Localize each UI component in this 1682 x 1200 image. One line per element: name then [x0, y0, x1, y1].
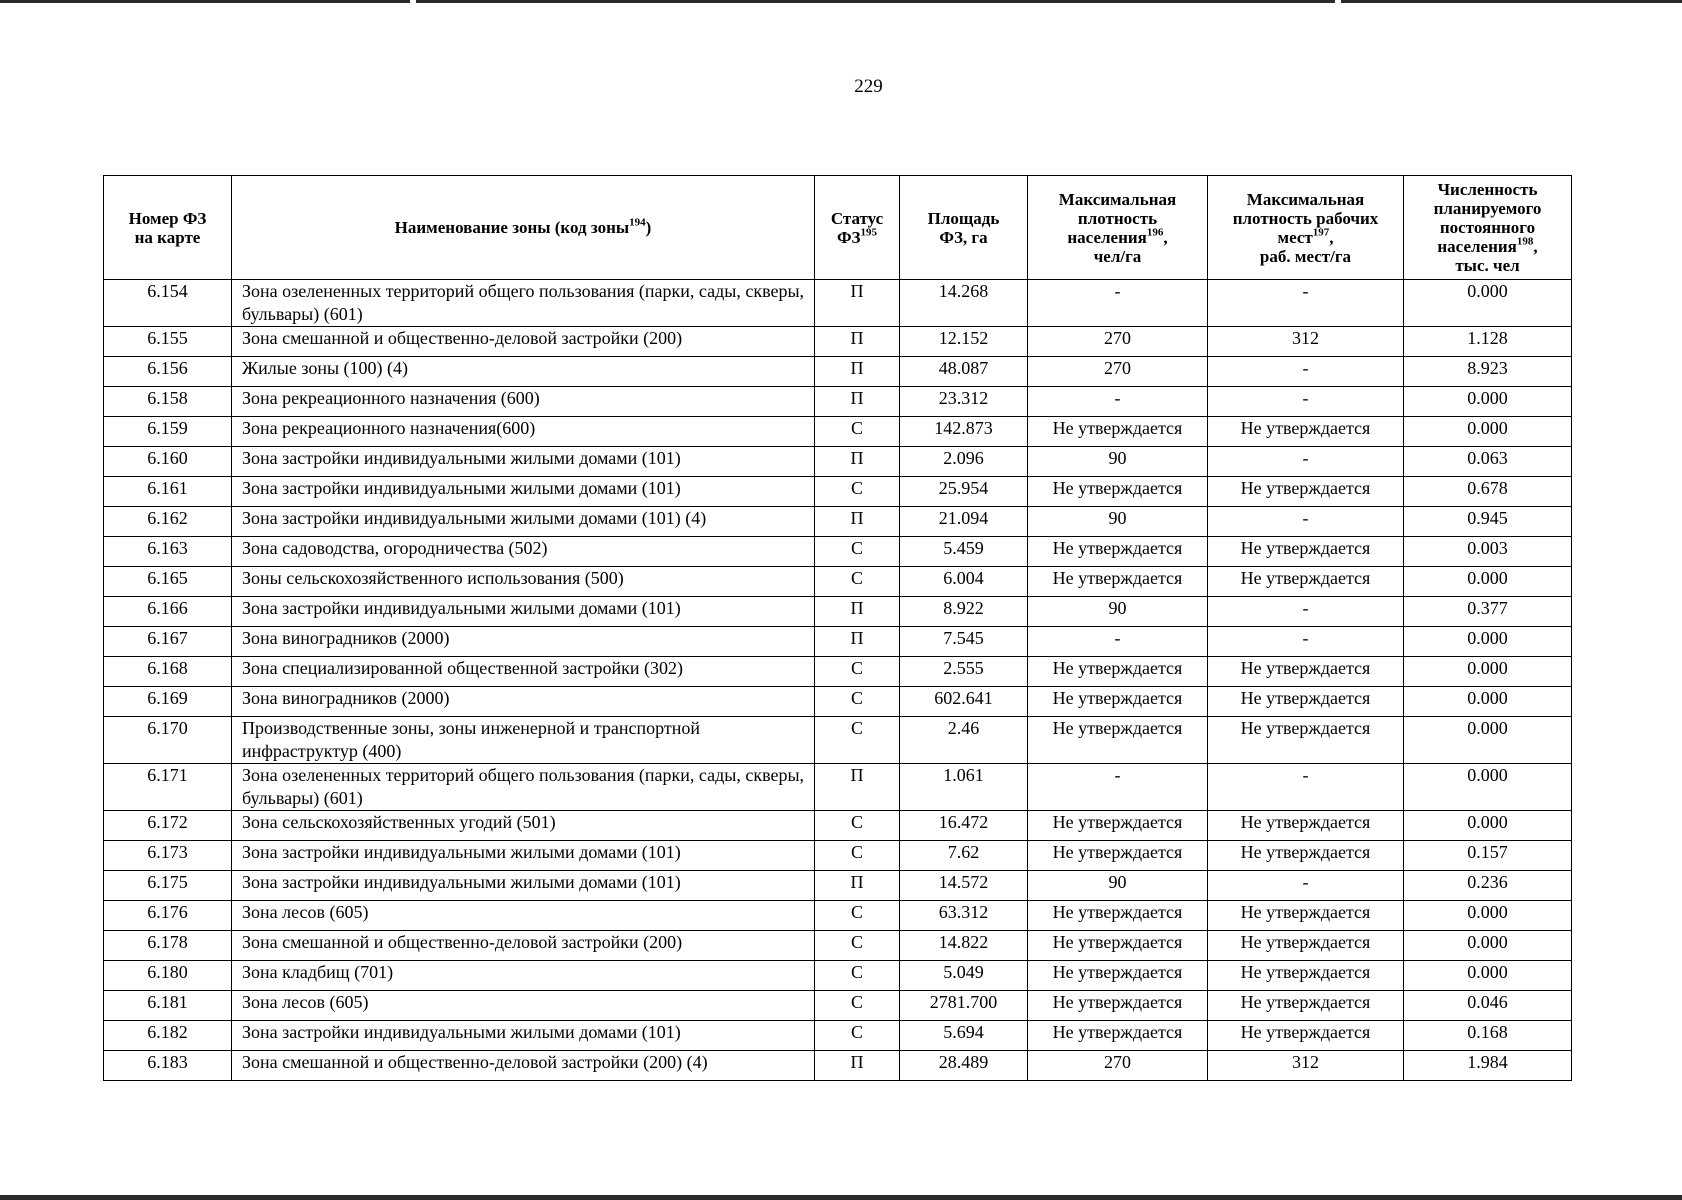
table-row — [104, 764, 1572, 811]
zone-pop-density-cell: 90 — [1028, 507, 1208, 537]
zone-job-density-cell: Не утверждается — [1208, 687, 1404, 717]
zone-population-cell: 0.377 — [1404, 597, 1572, 627]
zone-population-cell: 0.000 — [1404, 567, 1572, 597]
table-header-row — [104, 176, 1572, 280]
zone-area-cell: 2.555 — [900, 657, 1028, 687]
header-job-density-line3: мест — [1277, 227, 1313, 247]
header-population-line5: тыс. чел — [1455, 256, 1520, 275]
zone-pop-density-cell: Не утверждается — [1028, 537, 1208, 567]
zone-job-density-cell: Не утверждается — [1208, 1021, 1404, 1051]
zone-job-density-cell: - — [1208, 597, 1404, 627]
zone-population-cell: 0.000 — [1404, 417, 1572, 447]
zone-population-cell: 0.000 — [1404, 901, 1572, 931]
zone-status-cell: С — [815, 991, 900, 1021]
table-row — [104, 477, 1572, 507]
zone-area-cell: 12.152 — [900, 327, 1028, 357]
table-row — [104, 280, 1572, 327]
zone-job-density-cell: 312 — [1208, 1051, 1404, 1081]
zone-status-cell: С — [815, 657, 900, 687]
table-row — [104, 931, 1572, 961]
header-job-density-footnote: 197 — [1312, 225, 1330, 238]
zone-number-cell: 6.183 — [104, 1051, 232, 1081]
zone-name-cell: Зона застройки индивидуальными жилыми домами (101) — [232, 841, 815, 871]
zone-population-cell: 0.046 — [1404, 991, 1572, 1021]
table-row — [104, 357, 1572, 387]
zone-job-density-cell: Не утверждается — [1208, 811, 1404, 841]
zone-name-cell: Зона рекреационного назначения (600) — [232, 387, 815, 417]
zone-pop-density-cell: - — [1028, 764, 1208, 811]
table-row — [104, 327, 1572, 357]
zone-name-cell: Зона застройки индивидуальными жилыми домами (101) — [232, 477, 815, 507]
zone-pop-density-cell: Не утверждается — [1028, 687, 1208, 717]
zone-status-cell: П — [815, 507, 900, 537]
zone-status-cell: С — [815, 1021, 900, 1051]
zone-pop-density-cell: Не утверждается — [1028, 811, 1208, 841]
table-row — [104, 507, 1572, 537]
zone-number-cell: 6.171 — [104, 764, 232, 811]
header-zone-number — [104, 176, 232, 280]
zone-pop-density-cell: Не утверждается — [1028, 901, 1208, 931]
scan-edge-gap — [1335, 0, 1341, 3]
zone-number-cell: 6.160 — [104, 447, 232, 477]
zone-number-cell: 6.163 — [104, 537, 232, 567]
header-pop-density-line2: плотность — [1077, 208, 1158, 228]
zone-number-cell: 6.158 — [104, 387, 232, 417]
zone-status-cell: П — [815, 327, 900, 357]
zone-name-cell: Зоны сельскохозяйственного использования (500) — [232, 567, 815, 597]
header-status — [815, 176, 900, 280]
zone-pop-density-cell: Не утверждается — [1028, 931, 1208, 961]
table-row — [104, 417, 1572, 447]
header-population-line2: планируемого — [1433, 199, 1542, 218]
zone-pop-density-cell: 270 — [1028, 1051, 1208, 1081]
zone-number-cell: 6.166 — [104, 597, 232, 627]
zone-area-cell: 2.46 — [900, 717, 1028, 764]
zone-status-cell: П — [815, 627, 900, 657]
zone-area-cell: 25.954 — [900, 477, 1028, 507]
zone-number-cell: 6.167 — [104, 627, 232, 657]
zone-number-cell: 6.180 — [104, 961, 232, 991]
header-job-density-line2: плотность рабочих — [1232, 208, 1379, 228]
table-row — [104, 901, 1572, 931]
zone-pop-density-cell: Не утверждается — [1028, 657, 1208, 687]
zone-area-cell: 1.061 — [900, 764, 1028, 811]
zone-job-density-cell: - — [1208, 357, 1404, 387]
zone-population-cell: 0.000 — [1404, 961, 1572, 991]
table-row — [104, 537, 1572, 567]
zone-name-cell: Зона лесов (605) — [232, 901, 815, 931]
zone-status-cell: С — [815, 811, 900, 841]
zone-number-cell: 6.156 — [104, 357, 232, 387]
zone-area-cell: 142.873 — [900, 417, 1028, 447]
table-row — [104, 387, 1572, 417]
zone-number-cell: 6.159 — [104, 417, 232, 447]
zone-name-cell: Зона кладбищ (701) — [232, 961, 815, 991]
header-job-density — [1208, 176, 1404, 280]
header-pop-density-footnote: 196 — [1146, 225, 1164, 238]
zone-status-cell: С — [815, 567, 900, 597]
zone-status-cell: С — [815, 537, 900, 567]
zone-name-cell: Зона озелененных территорий общего пользования (парки, сады, скверы, бульвары) (601) — [232, 280, 815, 327]
zone-name-cell: Зона застройки индивидуальными жилыми домами (101) (4) — [232, 507, 815, 537]
header-zone-name-text: Наименование зоны (код зоны — [394, 218, 630, 237]
zone-status-cell: С — [815, 717, 900, 764]
zone-area-cell: 2781.700 — [900, 991, 1028, 1021]
zone-pop-density-cell: 90 — [1028, 871, 1208, 901]
zone-population-cell: 0.678 — [1404, 477, 1572, 507]
zone-pop-density-cell: Не утверждается — [1028, 841, 1208, 871]
zone-pop-density-cell: Не утверждается — [1028, 567, 1208, 597]
header-population-line4: населения — [1437, 237, 1517, 256]
zone-status-cell: С — [815, 931, 900, 961]
zone-status-cell: С — [815, 901, 900, 931]
zone-job-density-cell: Не утверждается — [1208, 961, 1404, 991]
table-row — [104, 687, 1572, 717]
zone-job-density-cell: Не утверждается — [1208, 537, 1404, 567]
zone-status-cell: С — [815, 961, 900, 991]
zone-status-cell: П — [815, 1051, 900, 1081]
scan-edge-bottom — [0, 1195, 1682, 1200]
zone-pop-density-cell: 270 — [1028, 327, 1208, 357]
header-pop-density-line4: чел/га — [1093, 246, 1142, 266]
zone-name-cell: Зона виноградников (2000) — [232, 627, 815, 657]
zone-job-density-cell: - — [1208, 507, 1404, 537]
zone-job-density-cell: - — [1208, 447, 1404, 477]
zone-pop-density-cell: 90 — [1028, 447, 1208, 477]
zone-job-density-cell: Не утверждается — [1208, 901, 1404, 931]
zone-status-cell: П — [815, 447, 900, 477]
zone-job-density-cell: Не утверждается — [1208, 417, 1404, 447]
zone-number-cell: 6.161 — [104, 477, 232, 507]
zone-number-cell: 6.170 — [104, 717, 232, 764]
zone-job-density-cell: 312 — [1208, 327, 1404, 357]
zone-population-cell: 0.003 — [1404, 537, 1572, 567]
zone-area-cell: 23.312 — [900, 387, 1028, 417]
zone-name-cell: Зона застройки индивидуальными жилыми домами (101) — [232, 1021, 815, 1051]
zone-number-cell: 6.162 — [104, 507, 232, 537]
scan-edge-top — [0, 0, 1682, 3]
zone-population-cell: 0.000 — [1404, 657, 1572, 687]
zone-name-cell: Зона специализированной общественной застройки (302) — [232, 657, 815, 687]
zone-pop-density-cell: - — [1028, 387, 1208, 417]
zone-name-cell: Жилые зоны (100) (4) — [232, 357, 815, 387]
zone-population-cell: 0.000 — [1404, 717, 1572, 764]
zone-job-density-cell: - — [1208, 871, 1404, 901]
zone-pop-density-cell: Не утверждается — [1028, 717, 1208, 764]
zone-status-cell: П — [815, 597, 900, 627]
zone-population-cell: 0.000 — [1404, 387, 1572, 417]
zone-job-density-cell: Не утверждается — [1208, 841, 1404, 871]
zone-area-cell: 2.096 — [900, 447, 1028, 477]
header-status-line2: ФЗ — [836, 227, 861, 247]
header-status-footnote: 195 — [860, 225, 878, 238]
zone-status-cell: С — [815, 687, 900, 717]
zone-name-cell: Зона рекреационного назначения(600) — [232, 417, 815, 447]
zone-area-cell: 28.489 — [900, 1051, 1028, 1081]
zone-area-cell: 7.545 — [900, 627, 1028, 657]
table-row — [104, 961, 1572, 991]
header-area-line1: Площадь — [927, 208, 1000, 228]
header-zone-number-line1: Номер ФЗ — [128, 208, 207, 228]
zone-name-cell: Зона лесов (605) — [232, 991, 815, 1021]
zone-population-cell: 1.128 — [1404, 327, 1572, 357]
zone-number-cell: 6.154 — [104, 280, 232, 327]
zone-number-cell: 6.172 — [104, 811, 232, 841]
zone-number-cell: 6.173 — [104, 841, 232, 871]
zone-population-cell: 0.000 — [1404, 627, 1572, 657]
zone-pop-density-cell: - — [1028, 280, 1208, 327]
header-population-tail: , — [1533, 237, 1538, 256]
zone-number-cell: 6.169 — [104, 687, 232, 717]
zone-job-density-cell: Не утверждается — [1208, 477, 1404, 507]
zone-name-cell: Зона застройки индивидуальными жилыми домами (101) — [232, 597, 815, 627]
zone-area-cell: 14.572 — [900, 871, 1028, 901]
zone-number-cell: 6.181 — [104, 991, 232, 1021]
zone-job-density-cell: Не утверждается — [1208, 657, 1404, 687]
zone-area-cell: 63.312 — [900, 901, 1028, 931]
zone-pop-density-cell: - — [1028, 627, 1208, 657]
table-row — [104, 871, 1572, 901]
zones-table — [103, 175, 1572, 1081]
zone-population-cell: 0.000 — [1404, 687, 1572, 717]
zone-population-cell: 0.000 — [1404, 280, 1572, 327]
zone-population-cell: 0.168 — [1404, 1021, 1572, 1051]
zone-number-cell: 6.165 — [104, 567, 232, 597]
zone-area-cell: 7.62 — [900, 841, 1028, 871]
table-row — [104, 991, 1572, 1021]
zone-pop-density-cell: Не утверждается — [1028, 477, 1208, 507]
zone-pop-density-cell: Не утверждается — [1028, 1021, 1208, 1051]
zone-population-cell: 0.945 — [1404, 507, 1572, 537]
zone-status-cell: С — [815, 477, 900, 507]
header-population-line3: постоянного — [1439, 218, 1536, 237]
zone-population-cell: 0.000 — [1404, 811, 1572, 841]
zone-name-cell: Зона застройки индивидуальными жилыми домами (101) — [232, 447, 815, 477]
header-job-density-tail: , — [1329, 227, 1334, 247]
zone-area-cell: 21.094 — [900, 507, 1028, 537]
zone-job-density-cell: - — [1208, 764, 1404, 811]
zone-status-cell: П — [815, 357, 900, 387]
zone-area-cell: 5.459 — [900, 537, 1028, 567]
zone-status-cell: П — [815, 280, 900, 327]
zone-area-cell: 5.694 — [900, 1021, 1028, 1051]
zone-population-cell: 0.000 — [1404, 764, 1572, 811]
zone-status-cell: С — [815, 841, 900, 871]
table-body — [104, 280, 1572, 1081]
table-row — [104, 627, 1572, 657]
zone-status-cell: С — [815, 417, 900, 447]
zone-pop-density-cell: 270 — [1028, 357, 1208, 387]
zone-name-cell: Зона застройки индивидуальными жилыми домами (101) — [232, 871, 815, 901]
table-row — [104, 447, 1572, 477]
zone-population-cell: 0.063 — [1404, 447, 1572, 477]
zone-number-cell: 6.176 — [104, 901, 232, 931]
header-status-line1: Статус — [830, 208, 884, 228]
zone-number-cell: 6.155 — [104, 327, 232, 357]
zone-name-cell: Зона смешанной и общественно-деловой застройки (200) — [232, 327, 815, 357]
scan-edge-gap — [410, 0, 416, 3]
zone-status-cell: П — [815, 764, 900, 811]
table-row — [104, 1021, 1572, 1051]
header-pop-density-tail: , — [1163, 227, 1168, 247]
header-job-density-line4: раб. мест/га — [1259, 246, 1352, 266]
header-pop-density-line3: населения — [1067, 227, 1147, 247]
zone-population-cell: 0.000 — [1404, 931, 1572, 961]
table-row — [104, 567, 1572, 597]
header-population-footnote: 198 — [1516, 235, 1534, 248]
zone-name-cell: Зона озелененных территорий общего пользования (парки, сады, скверы, бульвары) (601) — [232, 764, 815, 811]
zone-area-cell: 5.049 — [900, 961, 1028, 991]
zone-name-cell: Зона виноградников (2000) — [232, 687, 815, 717]
zone-area-cell: 48.087 — [900, 357, 1028, 387]
zone-name-cell: Зона смешанной и общественно-деловой застройки (200) — [232, 931, 815, 961]
zone-name-cell: Зона смешанной и общественно-деловой застройки (200) (4) — [232, 1051, 815, 1081]
table-row — [104, 811, 1572, 841]
header-zone-name-tail: ) — [645, 218, 652, 237]
zone-job-density-cell: Не утверждается — [1208, 567, 1404, 597]
header-zone-name — [232, 176, 815, 280]
table-row — [104, 841, 1572, 871]
zone-area-cell: 8.922 — [900, 597, 1028, 627]
table-row — [104, 1051, 1572, 1081]
zone-area-cell: 6.004 — [900, 567, 1028, 597]
zone-status-cell: П — [815, 387, 900, 417]
zone-area-cell: 16.472 — [900, 811, 1028, 841]
zone-population-cell: 1.984 — [1404, 1051, 1572, 1081]
zone-job-density-cell: - — [1208, 627, 1404, 657]
zone-number-cell: 6.175 — [104, 871, 232, 901]
zone-name-cell: Зона садоводства, огородничества (502) — [232, 537, 815, 567]
page-number: 229 — [854, 76, 883, 97]
zone-pop-density-cell: Не утверждается — [1028, 991, 1208, 1021]
zone-name-cell: Производственные зоны, зоны инженерной и транспортной инфраструктур (400) — [232, 717, 815, 764]
header-zone-name-footnote: 194 — [629, 216, 646, 229]
zone-population-cell: 0.157 — [1404, 841, 1572, 871]
zone-pop-density-cell: Не утверждается — [1028, 417, 1208, 447]
zone-job-density-cell: Не утверждается — [1208, 931, 1404, 961]
zone-name-cell: Зона сельскохозяйственных угодий (501) — [232, 811, 815, 841]
table-row — [104, 597, 1572, 627]
zone-population-cell: 8.923 — [1404, 357, 1572, 387]
header-population-line1: Численность — [1437, 180, 1538, 199]
table-row — [104, 657, 1572, 687]
zone-job-density-cell: Не утверждается — [1208, 991, 1404, 1021]
header-pop-density-line1: Максимальная — [1058, 189, 1177, 209]
zone-status-cell: П — [815, 871, 900, 901]
zone-job-density-cell: Не утверждается — [1208, 717, 1404, 764]
zone-number-cell: 6.182 — [104, 1021, 232, 1051]
header-area-line2: ФЗ, га — [939, 227, 988, 247]
zone-area-cell: 602.641 — [900, 687, 1028, 717]
header-population — [1404, 176, 1572, 280]
zone-pop-density-cell: Не утверждается — [1028, 961, 1208, 991]
header-pop-density — [1028, 176, 1208, 280]
zone-population-cell: 0.236 — [1404, 871, 1572, 901]
zone-job-density-cell: - — [1208, 280, 1404, 327]
zone-number-cell: 6.168 — [104, 657, 232, 687]
zone-number-cell: 6.178 — [104, 931, 232, 961]
zone-job-density-cell: - — [1208, 387, 1404, 417]
header-area — [900, 176, 1028, 280]
table-row — [104, 717, 1572, 764]
zone-pop-density-cell: 90 — [1028, 597, 1208, 627]
zone-area-cell: 14.268 — [900, 280, 1028, 327]
header-job-density-line1: Максимальная — [1246, 189, 1365, 209]
zone-area-cell: 14.822 — [900, 931, 1028, 961]
header-zone-number-line2: на карте — [134, 227, 201, 247]
